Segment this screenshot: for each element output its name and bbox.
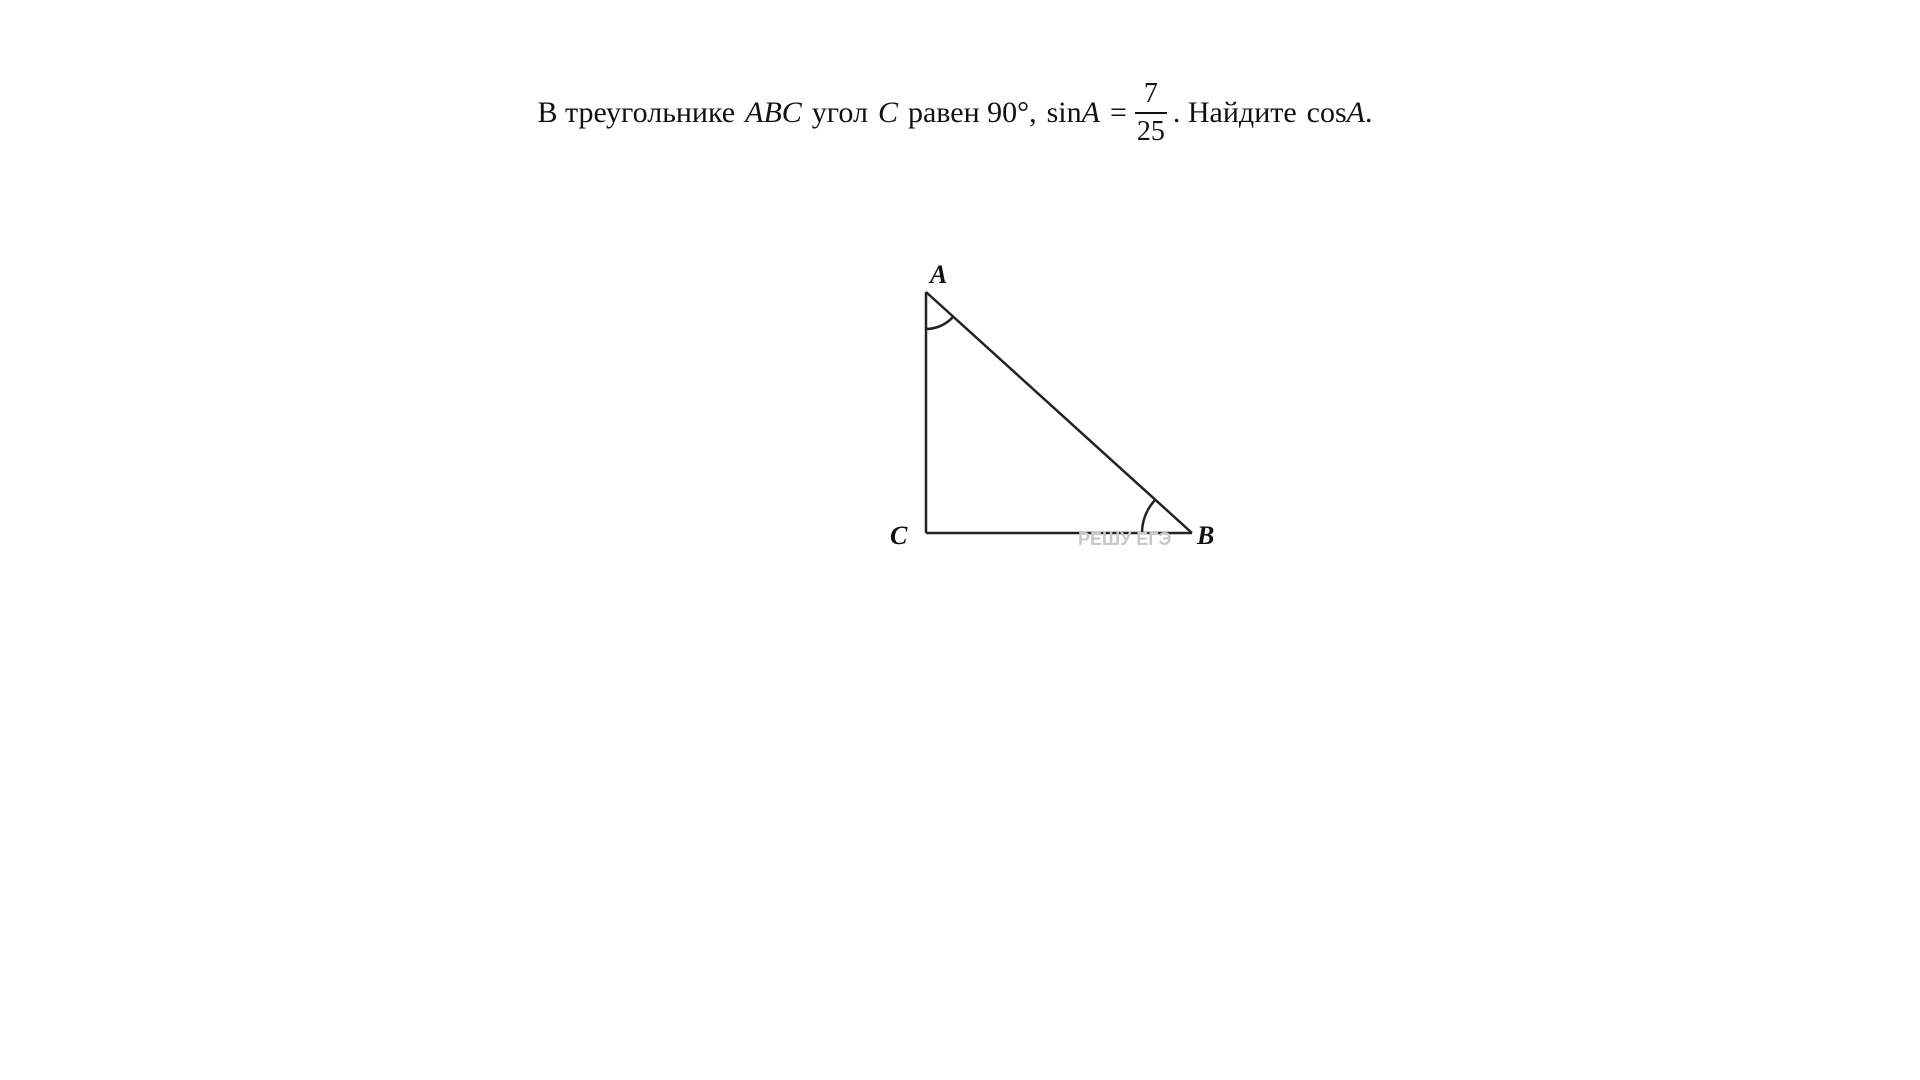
text-in-triangle: В треугольнике (537, 96, 736, 129)
side-ab (926, 292, 1192, 533)
label-a: A (930, 260, 948, 289)
angle-vertex: C (877, 96, 898, 129)
label-b: B (1197, 521, 1215, 550)
text-find: . Найдите (1172, 96, 1297, 129)
text-period: . (1365, 96, 1373, 129)
fraction-numerator: 7 (1143, 78, 1158, 109)
text-equals-90: равен 90°, (907, 96, 1037, 129)
angle-arc-a (926, 317, 953, 329)
watermark: РЕШУ ЕГЭ (1078, 529, 1172, 549)
equals-sign: = (1109, 96, 1127, 129)
sin-argument: A (1081, 96, 1100, 129)
sin-function: sin (1046, 96, 1082, 129)
fraction-denominator: 25 (1136, 116, 1165, 147)
cos-function: cos (1306, 96, 1347, 129)
triangle-name: ABC (745, 96, 802, 129)
text-angle: угол (811, 96, 868, 129)
cos-argument: A (1346, 96, 1365, 129)
label-c: C (890, 521, 908, 550)
